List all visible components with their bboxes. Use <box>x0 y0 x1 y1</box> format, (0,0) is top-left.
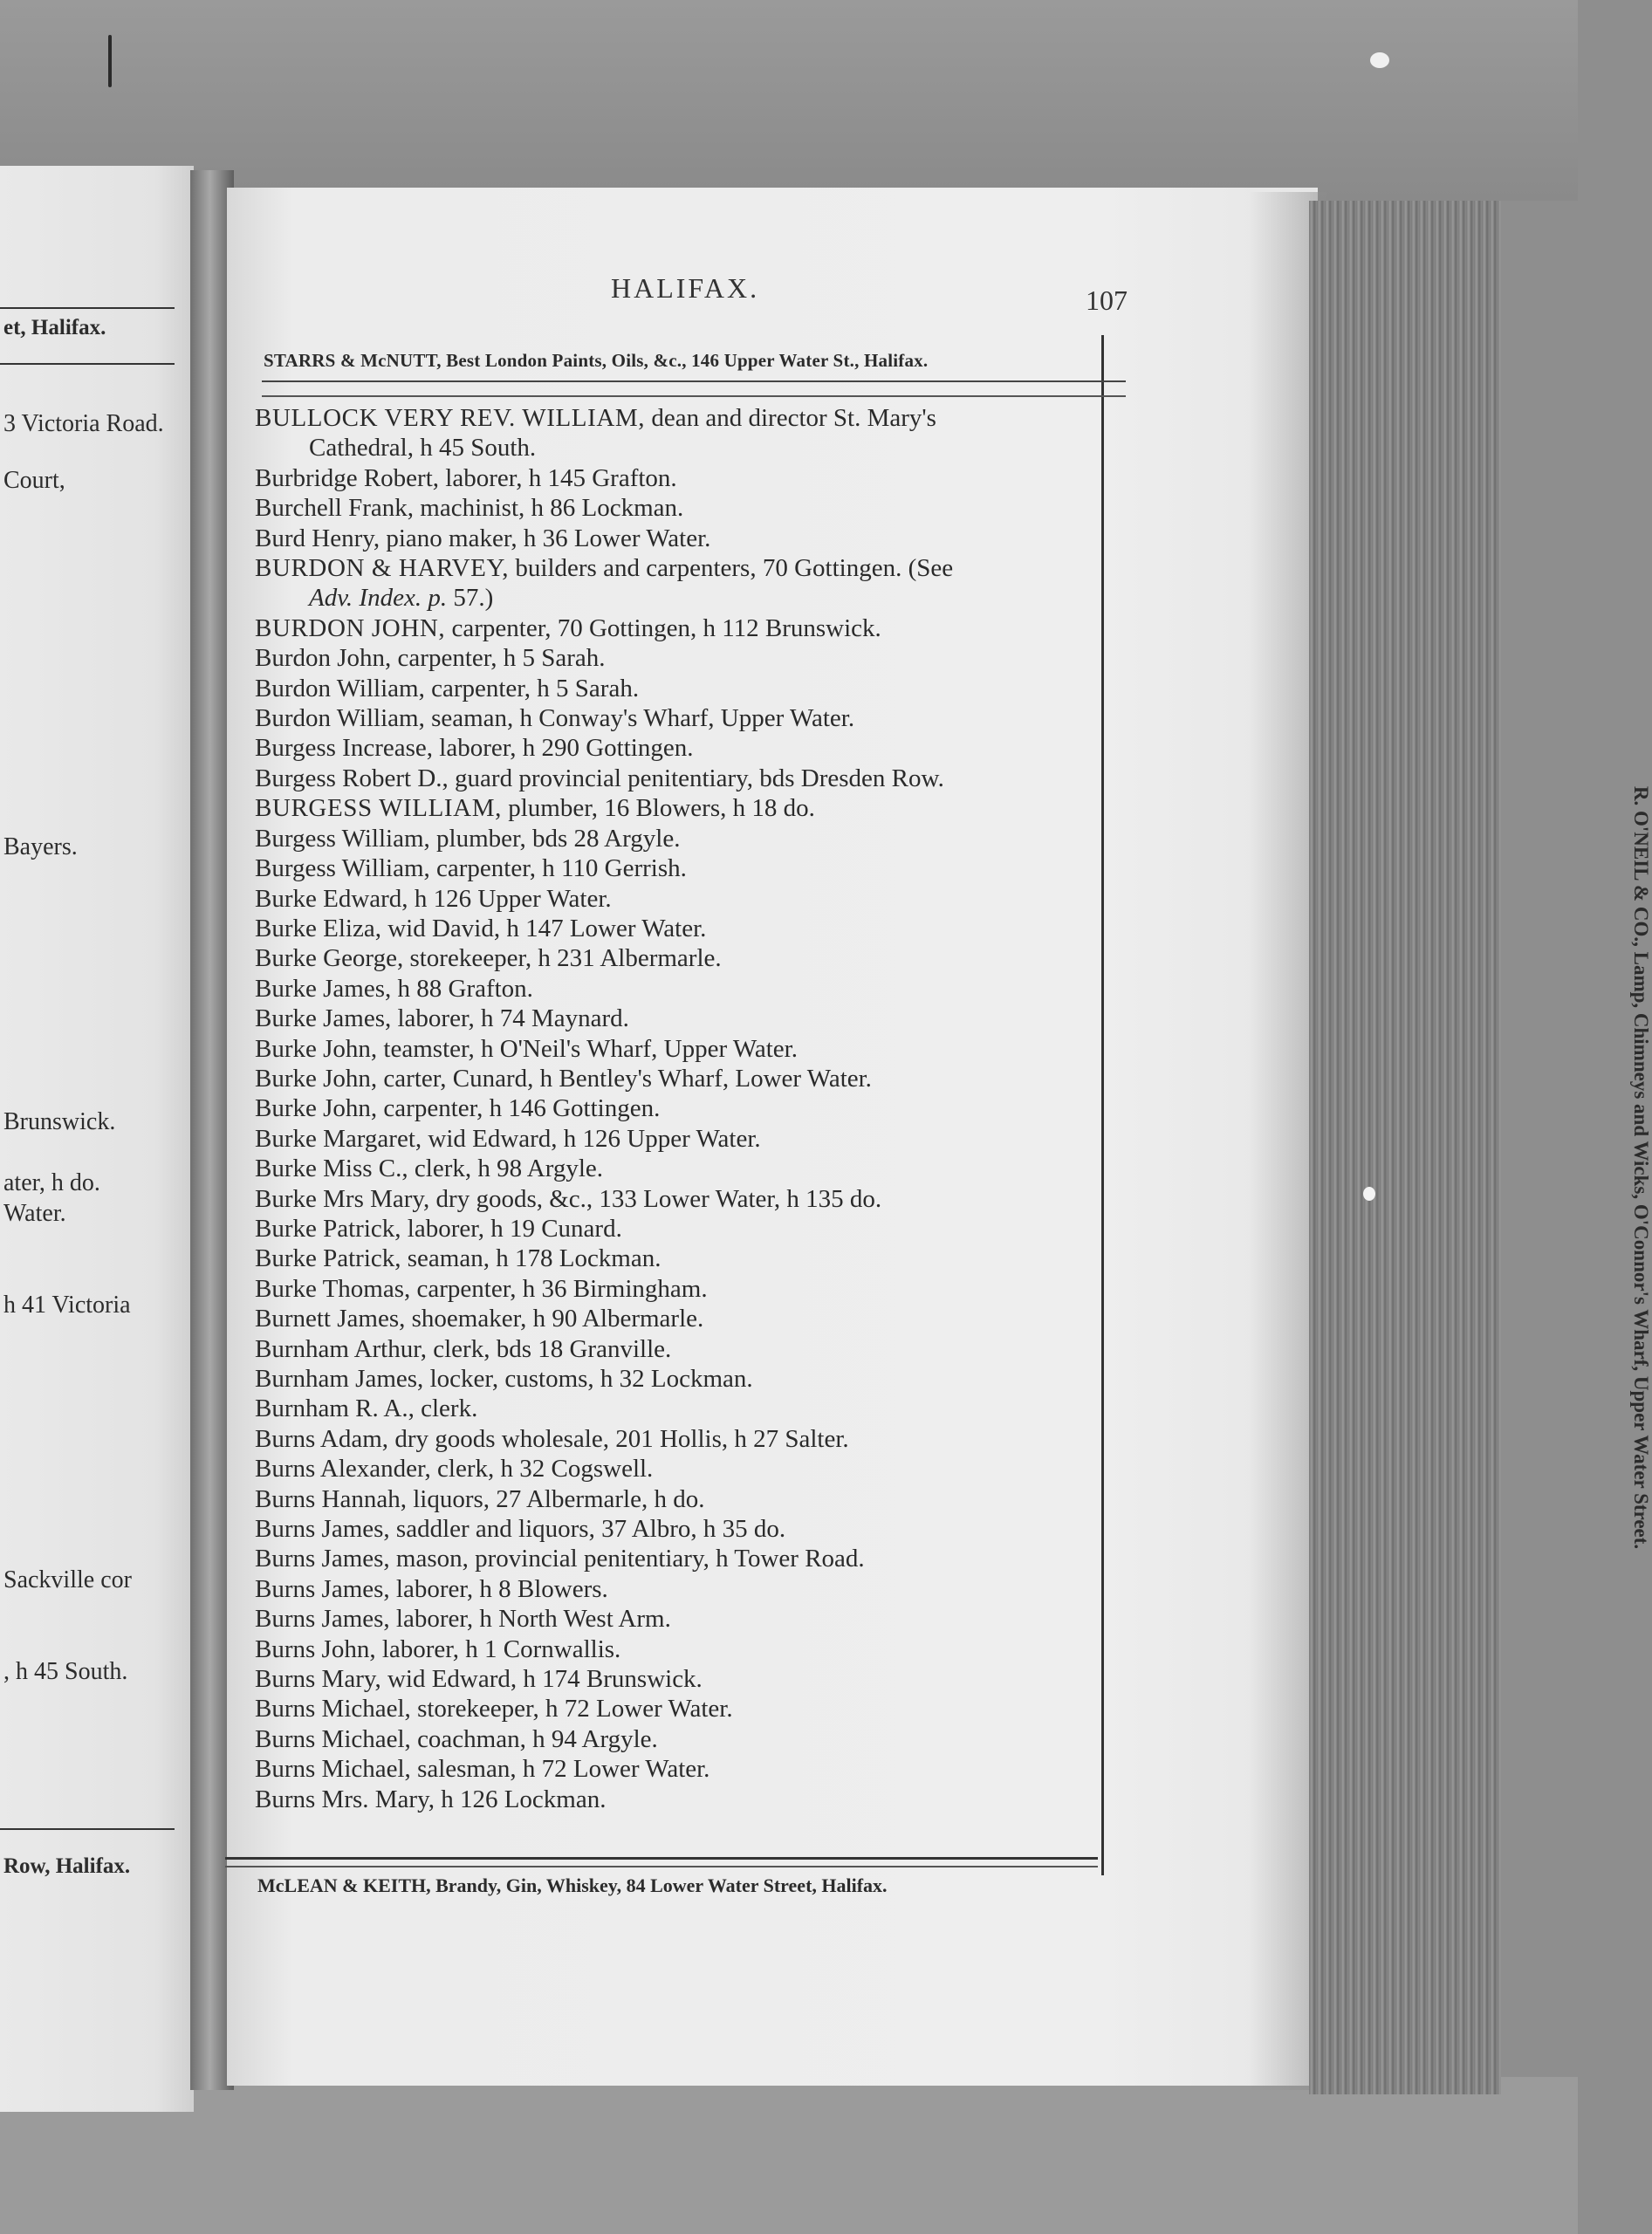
entry-details: dean and director St. Mary's <box>645 404 936 432</box>
directory-entry <box>255 1184 1119 1214</box>
entry-details: wid Edward, h 174 Brunswick. <box>380 1665 703 1694</box>
entry-name: Burgess William, <box>255 854 430 883</box>
directory-entry <box>255 1304 1119 1333</box>
scan-background-bottom <box>0 2077 1578 2234</box>
directory-entry <box>255 853 1119 883</box>
entry-details: coachman, h 94 Argyle. <box>410 1724 658 1753</box>
directory-entry <box>255 403 1119 463</box>
directory-entries-list <box>255 403 1119 1814</box>
entry-name: Burns Michael, <box>255 1724 411 1753</box>
entry-continuation-italic: Adv. Index. p. <box>309 584 448 613</box>
book-fore-edge <box>1309 201 1501 2094</box>
entry-name: Burns Hannah, <box>255 1484 407 1513</box>
directory-entry <box>255 553 1119 613</box>
directory-entry <box>255 493 1119 523</box>
entry-name: Burke Patrick, <box>255 1244 401 1273</box>
entry-name: Burns John, <box>255 1634 376 1663</box>
directory-entry <box>255 1093 1119 1123</box>
entry-details: h 126 Upper Water. <box>408 884 612 913</box>
entry-details: teamster, h O'Neil's Wharf, Upper Water. <box>377 1034 798 1063</box>
entry-name: Burke Miss C., <box>255 1155 408 1183</box>
directory-entry <box>255 1574 1119 1604</box>
directory-entry <box>255 1244 1119 1273</box>
entry-continuation-tail: 57.) <box>447 584 494 613</box>
running-head: HALIFAX. <box>611 272 760 304</box>
directory-entry <box>255 1634 1119 1664</box>
directory-entry <box>255 703 1119 733</box>
directory-entry <box>255 1754 1119 1784</box>
entry-name: Burke Eliza, <box>255 914 381 942</box>
directory-entry <box>255 524 1119 553</box>
directory-entry <box>255 1724 1119 1754</box>
entry-details: laborer, h 1 Cornwallis. <box>375 1634 621 1663</box>
entry-name: Burke John, <box>255 1064 378 1093</box>
entry-name: Burbridge Robert, <box>255 463 440 492</box>
entry-name: Burke Edward, <box>255 884 408 913</box>
directory-entry <box>255 1154 1119 1183</box>
entry-details: dry goods, &c., 133 Lower Water, h 135 do. <box>429 1184 882 1213</box>
entry-details: plumber, bds 28 Argyle. <box>429 824 681 853</box>
entry-name: Burns Mrs. Mary, <box>255 1785 435 1813</box>
entry-details: wid David, h 147 Lower Water. <box>380 914 707 942</box>
scan-mark <box>108 35 112 87</box>
directory-entry <box>255 1604 1119 1634</box>
directory-entry <box>255 1544 1119 1573</box>
entry-name: Burnham James, <box>255 1365 424 1393</box>
entry-continuation: Cathedral, h 45 South. <box>309 434 537 463</box>
entry-details: clerk, bds 18 Granville. <box>426 1334 672 1363</box>
entry-details: h 88 Grafton. <box>391 974 533 1003</box>
left-page-fragment: Brunswick. <box>3 1108 116 1135</box>
left-page-fragment: 3 Victoria Road. <box>3 410 164 437</box>
entry-details: seaman, h Conway's Wharf, Upper Water. <box>424 704 855 733</box>
scan-background-top <box>0 0 1578 201</box>
entry-name: Burd Henry, <box>255 524 380 552</box>
entry-details: carpenter, h 5 Sarah. <box>391 644 606 673</box>
entry-name: Burns James, <box>255 1605 390 1634</box>
directory-entry <box>255 974 1119 1004</box>
entry-name: Burgess Robert D., <box>255 764 449 792</box>
entry-details: mason, provincial penitentiary, h Tower Road. <box>389 1545 865 1573</box>
directory-entry <box>255 1124 1119 1154</box>
entry-name: Burgess William, <box>255 824 430 853</box>
rule-above-bottom-ad-secondary <box>225 1866 1098 1867</box>
directory-entry <box>255 914 1119 943</box>
left-page-fragment: ater, h do. <box>3 1169 100 1196</box>
entry-continuation <box>255 583 1119 613</box>
entry-name: Burke George, <box>255 944 404 973</box>
directory-entry <box>255 1484 1119 1514</box>
left-facing-page <box>0 166 194 2112</box>
entry-details: laborer, h 8 Blowers. <box>389 1574 608 1603</box>
directory-entry <box>255 1694 1119 1723</box>
entry-details: dry goods wholesale, 201 Hollis, h 27 Salter. <box>388 1424 849 1453</box>
entry-name: Burdon William, <box>255 704 425 733</box>
left-footer-rule <box>0 1828 175 1830</box>
entry-name: Burnham Arthur, <box>255 1334 427 1363</box>
entry-name: Burns Adam, <box>255 1424 389 1453</box>
directory-entry <box>255 1785 1119 1814</box>
entry-details: carpenter, 70 Gottingen, h 112 Brunswick. <box>445 613 881 642</box>
entry-details: laborer, h 19 Cunard. <box>401 1214 622 1243</box>
entry-details: storekeeper, h 72 Lower Water. <box>410 1695 733 1723</box>
entry-name: Burns Michael, <box>255 1755 411 1784</box>
entry-details: builders and carpenters, 70 Gottingen. (See <box>509 554 954 583</box>
left-page-footer: Row, Halifax. <box>3 1854 131 1878</box>
left-page-fragment: Water. <box>3 1200 66 1227</box>
entry-details: laborer, h 290 Gottingen. <box>433 734 694 763</box>
entry-details: clerk, h 32 Cogswell. <box>430 1455 654 1484</box>
left-page-fragment: , h 45 South. <box>3 1658 128 1685</box>
directory-entry <box>255 1004 1119 1033</box>
scan-speck <box>1363 1187 1375 1201</box>
entry-details: carpenter, h 110 Gerrish. <box>429 854 687 883</box>
entry-name: Burns Michael, <box>255 1695 411 1723</box>
entry-details: carpenter, h 146 Gottingen. <box>377 1094 661 1123</box>
entry-name: Burke John, <box>255 1034 378 1063</box>
entry-details: h 126 Lockman. <box>434 1785 607 1813</box>
left-page-fragment: Court, <box>3 467 65 494</box>
scan-speck <box>1370 52 1389 68</box>
entry-details: laborer, h 74 Maynard. <box>391 1004 629 1033</box>
directory-entry <box>255 1334 1119 1364</box>
entry-details: piano maker, h 36 Lower Water. <box>380 524 711 552</box>
entry-details: seaman, h 178 Lockman. <box>401 1244 661 1273</box>
entry-details: machinist, h 86 Lockman. <box>414 494 684 523</box>
entry-name: Burgess Increase, <box>255 734 434 763</box>
entry-details: saddler and liquors, 37 Albro, h 35 do. <box>389 1515 786 1544</box>
entry-name: Burnett James, <box>255 1305 406 1333</box>
rule-below-top-ad-secondary <box>262 395 1126 397</box>
left-header-rule-bottom <box>0 363 175 365</box>
entry-details: shoemaker, h 90 Albermarle. <box>405 1305 704 1333</box>
entry-details: laborer, h 145 Grafton. <box>439 463 677 492</box>
entry-details: clerk. <box>414 1395 478 1423</box>
directory-entry <box>255 1394 1119 1423</box>
entry-name: Burns James, <box>255 1515 390 1544</box>
entry-name: BURGESS WILLIAM, <box>255 794 502 823</box>
directory-entry <box>255 674 1119 703</box>
left-page-fragment: h 41 Victoria <box>3 1292 131 1319</box>
entry-details: carpenter, h 36 Birmingham. <box>410 1274 708 1303</box>
entry-name: BURDON JOHN, <box>255 613 446 642</box>
directory-entry <box>255 764 1119 793</box>
directory-entry <box>255 1274 1119 1304</box>
directory-entry <box>255 884 1119 914</box>
rule-below-top-ad <box>262 380 1126 382</box>
entry-name: Burdon John, <box>255 644 392 673</box>
left-page-header: et, Halifax. <box>3 316 106 339</box>
advertisement-bottom: McLEAN & KEITH, Brandy, Gin, Whiskey, 84 Lower Water Street, Halifax. <box>257 1874 888 1896</box>
directory-entry <box>255 824 1119 853</box>
entry-name: BURDON & HARVEY, <box>255 554 510 583</box>
directory-entry <box>255 1034 1119 1064</box>
entry-name: Burns James, <box>255 1545 390 1573</box>
entry-details: salesman, h 72 Lower Water. <box>410 1755 710 1784</box>
entry-details: clerk, h 98 Argyle. <box>408 1155 604 1183</box>
entry-name: Burke Margaret, <box>255 1124 422 1153</box>
entry-details: guard provincial penitentiary, bds Dresden Row. <box>448 764 944 792</box>
entry-name: Burke Thomas, <box>255 1274 411 1303</box>
left-page-fragment: Sackville cor <box>3 1566 132 1593</box>
directory-entry <box>255 1514 1119 1544</box>
entry-name: Burns James, <box>255 1574 390 1603</box>
directory-entry <box>255 1214 1119 1244</box>
directory-entry <box>255 643 1119 673</box>
entry-name: Burdon William, <box>255 674 425 702</box>
directory-entry <box>255 1364 1119 1394</box>
entry-details: carpenter, h 5 Sarah. <box>424 674 640 702</box>
entry-name: Burnham R. A., <box>255 1395 415 1423</box>
left-page-fragment: Bayers. <box>3 833 78 860</box>
directory-entry <box>255 1064 1119 1093</box>
directory-entry <box>255 1454 1119 1484</box>
entry-details: liquors, 27 Albermarle, h do. <box>406 1484 705 1513</box>
entry-details: plumber, 16 Blowers, h 18 do. <box>501 794 815 823</box>
directory-entry <box>255 943 1119 973</box>
entry-details: locker, customs, h 32 Lockman. <box>423 1365 753 1393</box>
advertisement-side-vertical: R. O'NEIL & CO., Lamp, Chimneys and Wicks, O'Connor's Wharf, Upper Water Street. <box>1630 785 1652 1550</box>
entry-name: Burchell Frank, <box>255 494 415 523</box>
directory-entry <box>255 733 1119 763</box>
directory-entry <box>255 1664 1119 1694</box>
advertisement-top: STARRS & McNUTT, Best London Paints, Oils, &c., 146 Upper Water St., Halifax. <box>264 350 929 371</box>
directory-entry <box>255 1424 1119 1454</box>
entry-name: Burke James, <box>255 974 392 1003</box>
directory-entry <box>255 613 1119 643</box>
entry-name: Burke Patrick, <box>255 1214 401 1243</box>
rule-above-bottom-ad <box>225 1857 1098 1860</box>
entry-details: laborer, h North West Arm. <box>389 1605 671 1634</box>
directory-entry <box>255 463 1119 493</box>
entry-name: Burke Mrs Mary, <box>255 1184 430 1213</box>
directory-entry <box>255 793 1119 823</box>
left-header-rule-top <box>0 307 175 309</box>
entry-name: Burns Mary, <box>255 1665 381 1694</box>
entry-name: Burns Alexander, <box>255 1455 431 1484</box>
entry-name: Burke James, <box>255 1004 392 1033</box>
entry-name: BULLOCK VERY REV. WILLIAM, <box>255 404 646 432</box>
entry-name: Burke John, <box>255 1094 378 1123</box>
entry-details: wid Edward, h 126 Upper Water. <box>422 1124 761 1153</box>
page-number: 107 <box>1086 284 1128 316</box>
entry-details: storekeeper, h 231 Albermarle. <box>403 944 722 973</box>
entry-details: carter, Cunard, h Bentley's Wharf, Lower Water. <box>377 1064 872 1093</box>
